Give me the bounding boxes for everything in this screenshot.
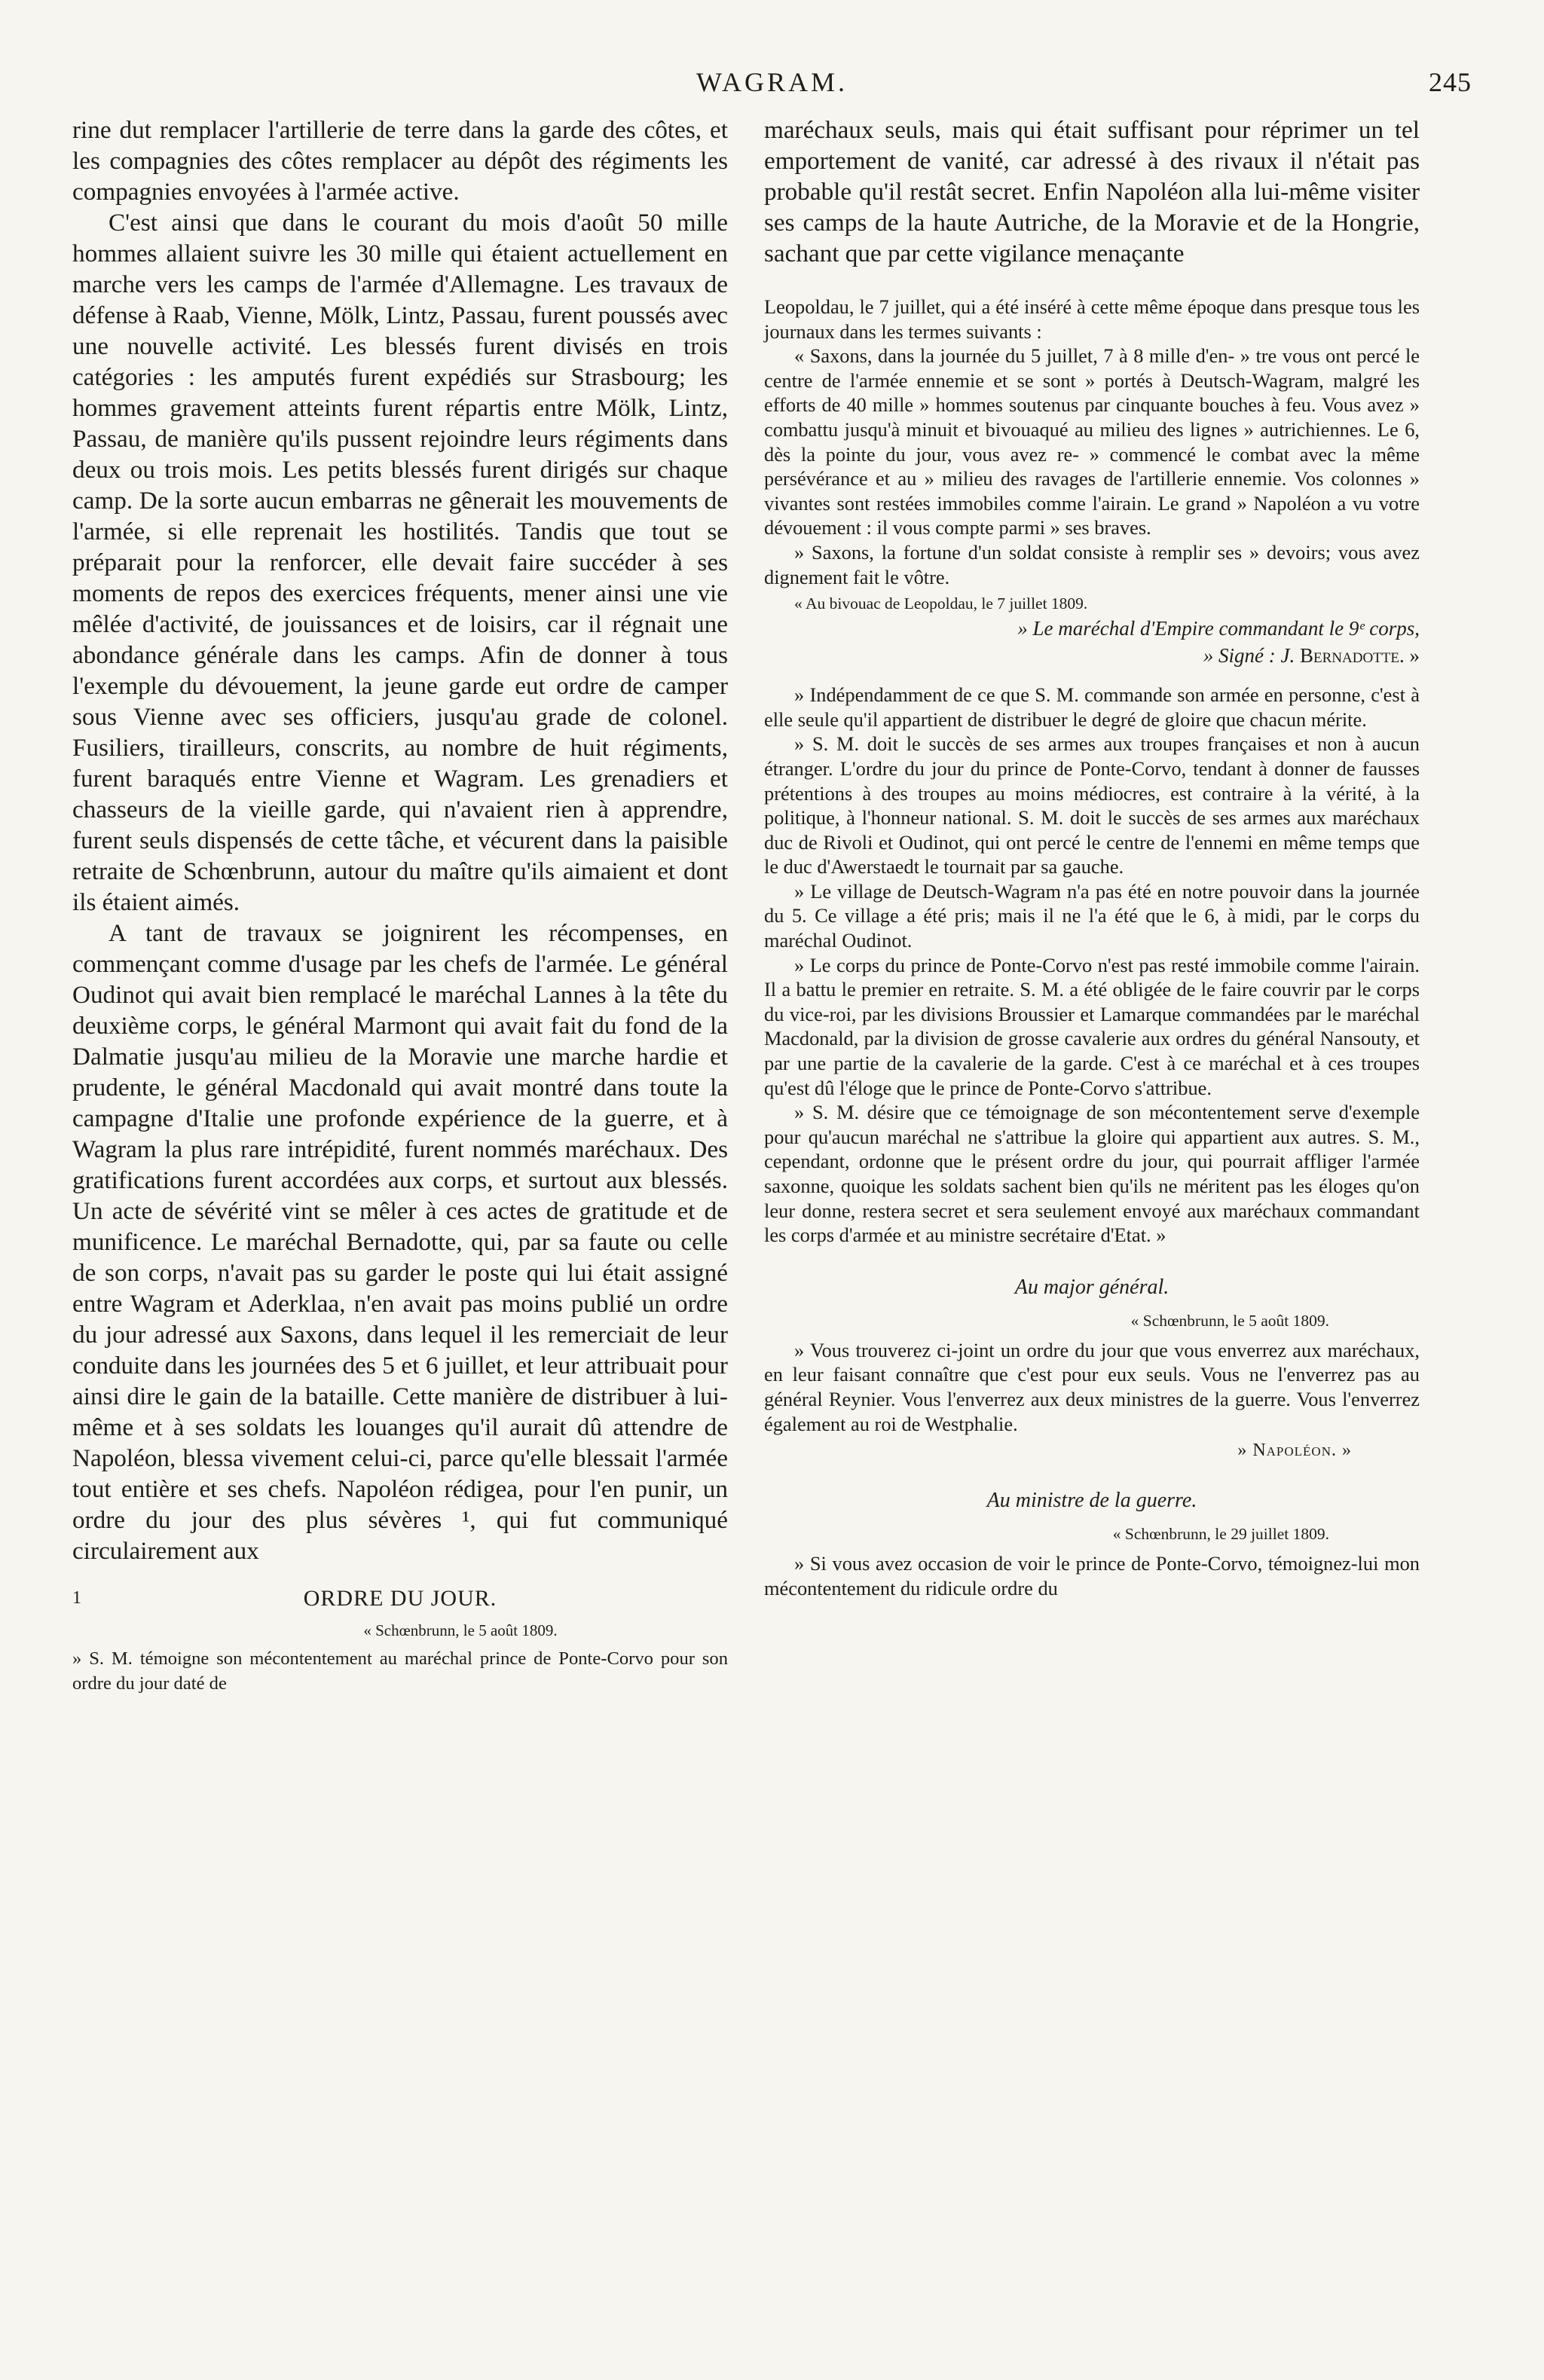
paragraph: rine dut remplacer l'artillerie de terre dans la garde des côtes, et les compagnies des côtes remplacer au dépôt des régiments les compagnies envoyées à l'armée active.: [72, 116, 728, 206]
paragraph: maréchaux seuls, mais qui était suffisant pour réprimer un tel emportement de vanité, car adressé à des rivaux il n'était pas probable qu'il restât secret. Enfin Napoléon alla lui-même visiter ses camps de la haute Autriche, de la Moravie et de la Hongrie, sachant que par cette vigilance menaçante: [764, 116, 1420, 267]
right-column: [764, 115, 1420, 1600]
bivouac-dateline: « Au bivouac de Leopoldau, le 7 juillet 1809.: [794, 594, 1088, 613]
paragraph: A tant de travaux se joignirent les récompenses, en commençant comme d'usage par les chefs de l'armée. Le général Oudinot qui avait bien remplacé le maréchal Lannes à la tête du deuxième corps, le général Marmont qui avait fait du fond de la Dalmatie jusqu'au milieu de la Moravie une marche hardie et prudente, le général Macdonald qui avait montré dans toute la campagne d'Italie une profonde expérience de la guerre, et à Wagram la plus rare intrépidité, furent nommés maréchaux. Des gratifications furent accordées aux corps, et surtout aux blessés. Un acte de sévérité vint se mêler à ces actes de gratitude et de munificence. Le maréchal Bernadotte, qui, par sa faute ou celle de son corps, n'avait pas su garder le poste qui lui était assigné entre Wagram et Aderklaa, n'en avait pas moins publié un ordre du jour adressé aux Saxons, dans lequel il les remerciait de leur conduite dans les journées des 5 et 6 juillet, et leur attribuait pour ainsi dire le gain de la bataille. Cette manière de distribuer à lui-même et à ses soldats les louanges qu'il aurait dû attendre de Napoléon, blessa vivement celui-ci, parce qu'elle blessait l'armée tout entière et ses chefs. Napoléon rédigea, pour l'en punir, un ordre du jour des plus sévères ¹, qui fut communiqué circulairement aux: [72, 919, 728, 1565]
order-paragraph: » S. M. doit le succès de ses armes aux troupes françaises et non à aucun étranger. L'ordre du jour du prince de Ponte-Corvo, tendant à donner de fausses prétentions à des troupes au moins médiocres, est contraire à la vérité, à la politique, à l'honneur national. S. M. doit le succès de ses armes aux maréchaux duc de Rivoli et Oudinot, qui ont percé le centre de l'ennemi en même temps que le duc d'Awerstaedt le tournait par sa gauche.: [764, 732, 1420, 878]
quote-paragraph: » Saxons, la fortune d'un soldat consiste à remplir ses » devoirs; vous avez dignement fait le vôtre.: [764, 540, 1420, 588]
page-number: 245: [1429, 67, 1472, 97]
spacer: [764, 1248, 1420, 1273]
quote-paragraph: « Saxons, dans la journée du 5 juillet, 7 à 8 mille d'en- » tre vous ont percé le centre de l'armée ennemie et se sont » portés à Deutsch-Wagram, malgré les efforts de 40 mille » hommes soutenus par cinquante bouches à feu. Vous avez » combattu jusqu'à minuit et bivouaqué au milieu des lignes » autrichiennes. Le 6, dès la pointe du jour, vous avez re- » commencé le combat avec la même persévérance et au » milieu des ravages de l'artillerie ennemie. Vos colonnes » vivantes sont restées immobiles comme l'airain. Le grand » Napoléon a vu votre dévouement : il vous compte parmi » ses braves.: [764, 344, 1420, 539]
letter-heading: Au ministre de la guerre.: [986, 1489, 1197, 1513]
letter-dateline: « Schœnbrunn, le 5 août 1809.: [1130, 1311, 1329, 1330]
signature-line-1: » Le maréchal d'Empire commandant le 9ᵉ corps,: [1017, 617, 1420, 640]
letter-paragraph: » Si vous avez occasion de voir le prince de Ponte-Corvo, témoignez-lui mon mécontentement du ridicule ordre du: [764, 1552, 1420, 1599]
letter-paragraph: » Vous trouverez ci-joint un ordre du jour que vous enverrez aux maréchaux, en leur faisant connaître que c'est pour eux seuls. Vous ne l'enverrez pas au général Reynier. Vous l'enverrez aux deux ministres de la guerre. Vous l'enverrez également au roi de Westphalie.: [764, 1338, 1420, 1435]
signature-name: Bernadotte.: [1300, 644, 1405, 668]
footnote-text: » S. M. témoigne son mécontentement au maréchal prince de Ponte-Corvo pour son ordre du jour daté de: [72, 1648, 728, 1694]
footnote-mark: 1: [72, 1588, 82, 1608]
left-body-text: [72, 115, 728, 1566]
signature-suffix: »: [1404, 644, 1420, 668]
spacer: [764, 1461, 1420, 1486]
letter-body: [764, 1338, 1420, 1436]
order-paragraph: » Le corps du prince de Ponte-Corvo n'est pas resté immobile comme l'airain. Il a battu le premier en retraite. S. M. a été obligée de le faire couvrir par le corps du vice-roi, par les divisions Broussier et Lamarque commandées par le maréchal Macdonald, par la division de grosse cavalerie aux ordres du général Nansouty, et par une partie de la cavalerie de la garde. C'est à ce maréchal et à ces troupes qu'est dû l'éloge que le prince de Ponte-Corvo s'attribue.: [764, 953, 1420, 1099]
signature-prefix: » Signé : J.: [1203, 644, 1295, 668]
footnote-heading: [72, 1586, 728, 1611]
spacer: [764, 669, 1420, 683]
order-paragraph: » Le village de Deutsch-Wagram n'a pas été en notre pouvoir dans la journée du 5. Ce village a été pris; mais il ne l'a été que le 6, à midi, par le corps du maréchal Oudinot.: [764, 879, 1420, 952]
right-body-text: [764, 115, 1420, 269]
order-paragraph: » Indépendamment de ce que S. M. commande son armée en personne, c'est à elle seule qu'il appartient de distribuer le degré de gloire que chacun mérite.: [764, 683, 1420, 731]
footnote: [72, 1586, 728, 1696]
paragraph: C'est ainsi que dans le courant du mois d'août 50 mille hommes allaient suivre les 30 mille qui étaient actuellement en marche vers les camps de l'armée d'Allemagne. Les travaux de défense à Raab, Vienne, Mölk, Lintz, Passau, furent poussés avec une nouvelle activité. Les blessés furent divisés en trois catégories : les amputés furent expédiés sur Strasbourg; les hommes gravement atteints furent répartis entre Mölk, Lintz, Passau, de manière qu'ils pussent rejoindre leurs régiments dans deux ou trois mois. Les petits blessés furent dirigés sur chaque camp. De la sorte aucun embarras ne gênerait les mouvements de l'armée, si elle reprenait les hostilités. Tandis que tout se préparait pour la renforcer, elle devait faire succéder à ses moments de repos des exercices fréquents, mener ainsi une vie mêlée d'activité, de jouissances et de loisirs, car il régnait une abondance générale dans les camps. Afin de donner à tous l'exemple du dévouement, la jeune garde eut ordre de camper sous Vienne avec ses officiers, jusqu'au grade de colonel. Fusiliers, tirailleurs, conscrits, au nombre de huit régiments, furent baraqués entre Vienne et Wagram. Les grenadiers et chasseurs de la vieille garde, qui n'avaient rien à apprendre, furent seuls dispensés de cette tâche, et vécurent dans la paisible retraite de Schœnbrunn, autour du maître qu'ils aimaient et dont ils étaient aimés.: [72, 209, 728, 916]
order-text: [764, 683, 1420, 1248]
letter-body: [764, 1551, 1420, 1600]
left-column: [72, 115, 728, 1696]
running-head: [72, 66, 1472, 108]
letter-heading: Au major général.: [1014, 1275, 1169, 1299]
quoted-order-saxons: [764, 295, 1420, 589]
letter-dateline: « Schœnbrunn, le 29 juillet 1809.: [1112, 1525, 1329, 1544]
spacer: [764, 269, 1420, 295]
signature-line-2: [764, 642, 1420, 669]
footnote-title: ORDRE DU JOUR.: [303, 1586, 497, 1611]
order-paragraph: » S. M. désire que ce témoignage de son mécontentement serve d'exemple pour qu'aucun maréchal ne s'attribue la gloire qui appartient aux autres. S. M., cependant, ordonne que le présent ordre du jour, qui pourrait affliger l'armée saxonne, quoique les soldats sachent bien qu'ils ne méritent pas les éloges qu'on leur donne, restera secret et sera seulement envoyé aux maréchaux commandant les corps d'armée et au ministre secrétaire d'Etat. »: [764, 1101, 1420, 1247]
quote-paragraph: Leopoldau, le 7 juillet, qui a été inséré à cette même époque dans presque tous les journaux dans les termes suivants :: [764, 295, 1420, 343]
running-title: WAGRAM.: [696, 67, 848, 97]
footnote-dateline: « Schœnbrunn, le 5 août 1809.: [363, 1621, 558, 1639]
letter-signature: » Napoléon. »: [1237, 1441, 1352, 1461]
